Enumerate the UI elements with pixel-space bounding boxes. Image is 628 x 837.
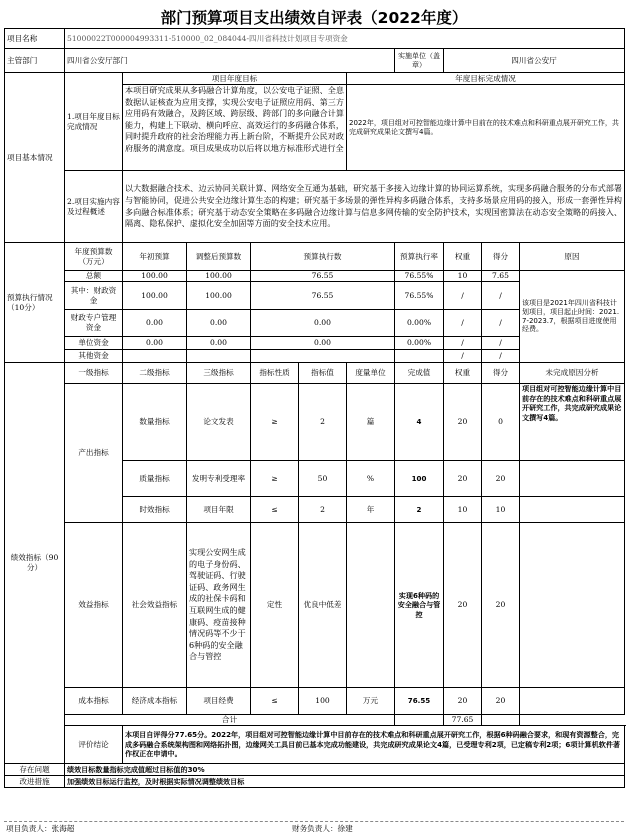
total-row bbox=[5, 715, 625, 726]
perf-row-score: 10 bbox=[482, 497, 520, 523]
perf-row bbox=[5, 523, 625, 688]
perf-row-l2: 经济成本指标 bbox=[123, 688, 187, 715]
evaluation-sheet bbox=[4, 8, 624, 833]
perf-row-l2: 质量指标 bbox=[123, 461, 187, 497]
budget-row-score: / bbox=[482, 282, 520, 310]
perf-row-l2: 时效指标 bbox=[123, 497, 187, 523]
budget-row-rate: 0.00% bbox=[395, 310, 444, 337]
perf-row-nature: ≥ bbox=[251, 461, 299, 497]
perf-row bbox=[5, 688, 625, 715]
budget-row-name: 其他资金 bbox=[65, 350, 123, 363]
perf-row-nature: ≤ bbox=[251, 688, 299, 715]
process-label: 2.项目实施内容及过程概述 bbox=[65, 171, 123, 243]
budget-row-initial: 100.00 bbox=[123, 271, 187, 282]
perf-label: 绩效指标（90分） bbox=[5, 363, 65, 764]
goal-header: 项目年度目标 bbox=[123, 73, 347, 85]
budget-row-weight: / bbox=[444, 337, 482, 350]
eval-row bbox=[5, 726, 625, 764]
perf-row-value: 50 bbox=[299, 461, 347, 497]
perf-row-score: 20 bbox=[482, 461, 520, 497]
budget-row-name: 财政专户管理资金 bbox=[65, 310, 123, 337]
perf-row-done: 2 bbox=[395, 497, 444, 523]
budget-row-executed: 0.00 bbox=[251, 310, 395, 337]
budget-row-executed: 76.55 bbox=[251, 271, 395, 282]
budget-row-rate: 76.55% bbox=[395, 282, 444, 310]
budget-row-executed: 0.00 bbox=[251, 337, 395, 350]
perf-row-done: 100 bbox=[395, 461, 444, 497]
total-weight bbox=[395, 715, 444, 726]
budget-row-score: / bbox=[482, 350, 520, 363]
signature-footer bbox=[4, 821, 624, 835]
perf-row-l2: 数量指标 bbox=[123, 384, 187, 461]
budget-header-row bbox=[5, 243, 625, 271]
basic-info-label: 项目基本情况 bbox=[5, 73, 65, 243]
process-text: 以大数据融合技术、边云协同关联计算、网络安全互通为基础，研究基于多接入边缘计算的协同运算系统，实现多码融合服务的分布式部署与智能协同，促进公共安全边缘计算生态的构建；研究基于多场景的弹性异构多码融合体系，支持多场景应用码的接入，形成一套弹性异构多向融合标准体系；研究基于动态安全策略在多码融合边缘计算与信息多网传输的安全防护技术，实现国密算法在动态安全策略的码接入、隔离、隐私保护、虚拟化安全加固等方面的安全技术应用。 bbox=[123, 171, 625, 243]
eval-label: 评价结论 bbox=[65, 726, 123, 764]
budget-row-adjusted bbox=[187, 350, 251, 363]
improve-row bbox=[5, 776, 625, 788]
budget-row-score: / bbox=[482, 310, 520, 337]
perf-l1-cost: 成本指标 bbox=[65, 688, 123, 715]
budget-row-weight: 10 bbox=[444, 271, 482, 282]
impl-unit-value: 四川省公安厅 bbox=[444, 49, 625, 73]
budget-row-initial bbox=[123, 350, 187, 363]
perf-row-l3: 实现公安网生成的电子身份码、驾驶证码、行驶证码、政务网生成的社保卡码和互联网生成的健康码、疫苗接种情况码等不少于6种码的安全融合与管控 bbox=[187, 523, 251, 688]
dept-value: 四川省公安厅部门 bbox=[65, 49, 395, 73]
budget-row-rate: 0.00% bbox=[395, 337, 444, 350]
budget-col-rate: 预算执行率 bbox=[395, 243, 444, 271]
budget-row-initial: 0.00 bbox=[123, 337, 187, 350]
impl-unit-label: 实施单位（盖章） bbox=[395, 49, 444, 73]
goal-result-text: 2022年，项目组对可控智能边缘计算中目前在的技术难点和科研重点展开研究工作，共完成研究成果论文撰写4篇。 bbox=[347, 85, 625, 171]
perf-row-value: 2 bbox=[299, 384, 347, 461]
perf-row-done: 实现6种码的安全融合与管控 bbox=[395, 523, 444, 688]
perf-col-l1: 一级指标 bbox=[65, 363, 123, 384]
budget-row-rate bbox=[395, 350, 444, 363]
budget-row-name: 单位资金 bbox=[65, 337, 123, 350]
perf-row-unit: % bbox=[347, 461, 395, 497]
budget-row-adjusted: 0.00 bbox=[187, 337, 251, 350]
perf-row-weight: 20 bbox=[444, 461, 482, 497]
dept-label: 主管部门 bbox=[5, 49, 65, 73]
budget-row-adjusted: 100.00 bbox=[187, 271, 251, 282]
perf-row-weight: 20 bbox=[444, 523, 482, 688]
budget-row-weight: / bbox=[444, 310, 482, 337]
budget-col-weight: 权重 bbox=[444, 243, 482, 271]
perf-col-done: 完成值 bbox=[395, 363, 444, 384]
perf-row-unit bbox=[347, 523, 395, 688]
perf-reason: 项目组对可控智能边缘计算中目前存在的技术难点和科研重点展开研究工作，共完成研究成果论文撰写4篇。 bbox=[520, 384, 625, 461]
goal-result-header: 年度目标完成情况 bbox=[347, 73, 625, 85]
project-name-label: 项目名称 bbox=[5, 29, 65, 49]
perf-col-l3: 三级指标 bbox=[187, 363, 251, 384]
perf-row-unit: 万元 bbox=[347, 688, 395, 715]
budget-row-initial: 100.00 bbox=[123, 282, 187, 310]
perf-row-score: 20 bbox=[482, 688, 520, 715]
perf-row-score: 20 bbox=[482, 523, 520, 688]
evaluation-table bbox=[4, 28, 625, 788]
perf-row-unit: 篇 bbox=[347, 384, 395, 461]
budget-col-score: 得分 bbox=[482, 243, 520, 271]
perf-col-unit: 度量单位 bbox=[347, 363, 395, 384]
improve-label: 改进措施 bbox=[5, 776, 65, 788]
budget-row-weight: / bbox=[444, 350, 482, 363]
budget-row-executed bbox=[251, 350, 395, 363]
perf-row bbox=[5, 384, 625, 461]
perf-row-l3: 项目年限 bbox=[187, 497, 251, 523]
budget-col-executed: 预算执行数 bbox=[251, 243, 395, 271]
department-row bbox=[5, 49, 625, 73]
perf-row-nature: ≥ bbox=[251, 384, 299, 461]
issue-row bbox=[5, 764, 625, 776]
perf-row-value: 优良中低差 bbox=[299, 523, 347, 688]
budget-row-executed: 76.55 bbox=[251, 282, 395, 310]
perf-row-reason bbox=[520, 688, 625, 715]
improve-text: 加强绩效目标运行监控，及时根据实际情况调整绩效目标 bbox=[65, 776, 625, 788]
goal-header-row bbox=[5, 73, 625, 85]
budget-col-reason: 原因 bbox=[520, 243, 625, 271]
perf-row-unit: 年 bbox=[347, 497, 395, 523]
perf-row-nature: ≤ bbox=[251, 497, 299, 523]
perf-row-nature: 定性 bbox=[251, 523, 299, 688]
perf-row-reason bbox=[520, 461, 625, 497]
perf-row-done: 76.55 bbox=[395, 688, 444, 715]
perf-header-row bbox=[5, 363, 625, 384]
budget-row-score: 7.65 bbox=[482, 271, 520, 282]
perf-col-reason: 未完成原因分析 bbox=[520, 363, 625, 384]
perf-l1-output: 产出指标 bbox=[65, 384, 123, 523]
budget-col-initial: 年初预算 bbox=[123, 243, 187, 271]
perf-row-weight: 20 bbox=[444, 384, 482, 461]
perf-col-weight: 权重 bbox=[444, 363, 482, 384]
goal-label: 1.项目年度目标完成情况 bbox=[65, 73, 123, 171]
page-title: 部门预算项目支出绩效自评表（2022年度） bbox=[160, 9, 468, 27]
project-name-value: 51000022T000004993311-510000_02_084044-四川省科技计划项目专项资金 bbox=[65, 29, 625, 49]
budget-reason: 该项目是2021年四川省科技计划项目，项目起止时间：2021.7-2023.7，根据项目进度使用经费。 bbox=[520, 271, 625, 363]
perf-col-score: 得分 bbox=[482, 363, 520, 384]
perf-row-reason bbox=[520, 497, 625, 523]
perf-row-l3: 项目经费 bbox=[187, 688, 251, 715]
goal-text: 本项目研究成果从多码融合计算角度，以公安电子证照、全息数据认证核查为应用支撑，实现公安电子证照应用码、第三方应用码有效融合，及跨区域、跨层级、跨部门的多向融合计算能力，构建上下联动、横向呼应、高效运行的多码融合体系，同时提升政府的社会治理能力再上新台阶，不断提升公民对政府服务的满意度。项目成果成功以后将以地方标准形式进行全 bbox=[123, 85, 347, 171]
perf-row-l3: 发明专利受理率 bbox=[187, 461, 251, 497]
budget-row-weight: / bbox=[444, 282, 482, 310]
perf-row-weight: 10 bbox=[444, 497, 482, 523]
budget-row bbox=[5, 271, 625, 282]
project-leader: 项目负责人：张海超 bbox=[6, 824, 75, 833]
eval-text: 本项目自评得分77.65分。2022年，项目组对可控智能边缘计算中目前存在的技术难点和科研重点展开研究工作，根据6种码融合要求，和现有资源整合，完成多码融合系统架构图和网络拓扑图，边缘网关工具目前已基本完成功能建设，共完成研究成果论文4篇，已受理专利2项，已定稿专利2项；6项计算机软件著作权正在申请中。 bbox=[123, 726, 625, 764]
perf-l1-benefit: 效益指标 bbox=[65, 523, 123, 688]
total-label: 合计 bbox=[65, 715, 395, 726]
perf-row-l2: 社会效益指标 bbox=[123, 523, 187, 688]
project-name-row bbox=[5, 29, 625, 49]
budget-row-name: 总额 bbox=[65, 271, 123, 282]
issue-text: 绩效目标数量指标完成值超过目标值的30% bbox=[65, 764, 625, 776]
perf-row-l3: 论文发表 bbox=[187, 384, 251, 461]
budget-col-name: 年度预算数（万元） bbox=[65, 243, 123, 271]
budget-row-initial: 0.00 bbox=[123, 310, 187, 337]
perf-col-nature: 指标性质 bbox=[251, 363, 299, 384]
perf-col-l2: 二级指标 bbox=[123, 363, 187, 384]
budget-row-rate: 76.55% bbox=[395, 271, 444, 282]
perf-row-weight: 20 bbox=[444, 688, 482, 715]
perf-row-score: 0 bbox=[482, 384, 520, 461]
perf-col-value: 指标值 bbox=[299, 363, 347, 384]
perf-row-value: 100 bbox=[299, 688, 347, 715]
issue-label: 存在问题 bbox=[5, 764, 65, 776]
process-row bbox=[5, 171, 625, 243]
budget-col-adjusted: 调整后预算数 bbox=[187, 243, 251, 271]
budget-row-score: / bbox=[482, 337, 520, 350]
budget-row-adjusted: 100.00 bbox=[187, 282, 251, 310]
perf-row-reason bbox=[520, 523, 625, 688]
budget-row-adjusted: 0.00 bbox=[187, 310, 251, 337]
perf-row-done: 4 bbox=[395, 384, 444, 461]
total-score: 77.65 bbox=[444, 715, 482, 726]
budget-label: 预算执行情况（10分） bbox=[5, 243, 65, 363]
budget-row-name: 其中：财政资金 bbox=[65, 282, 123, 310]
finance-leader: 财务负责人：徐建 bbox=[292, 824, 353, 833]
perf-row-value: 2 bbox=[299, 497, 347, 523]
total-reason bbox=[482, 715, 520, 726]
